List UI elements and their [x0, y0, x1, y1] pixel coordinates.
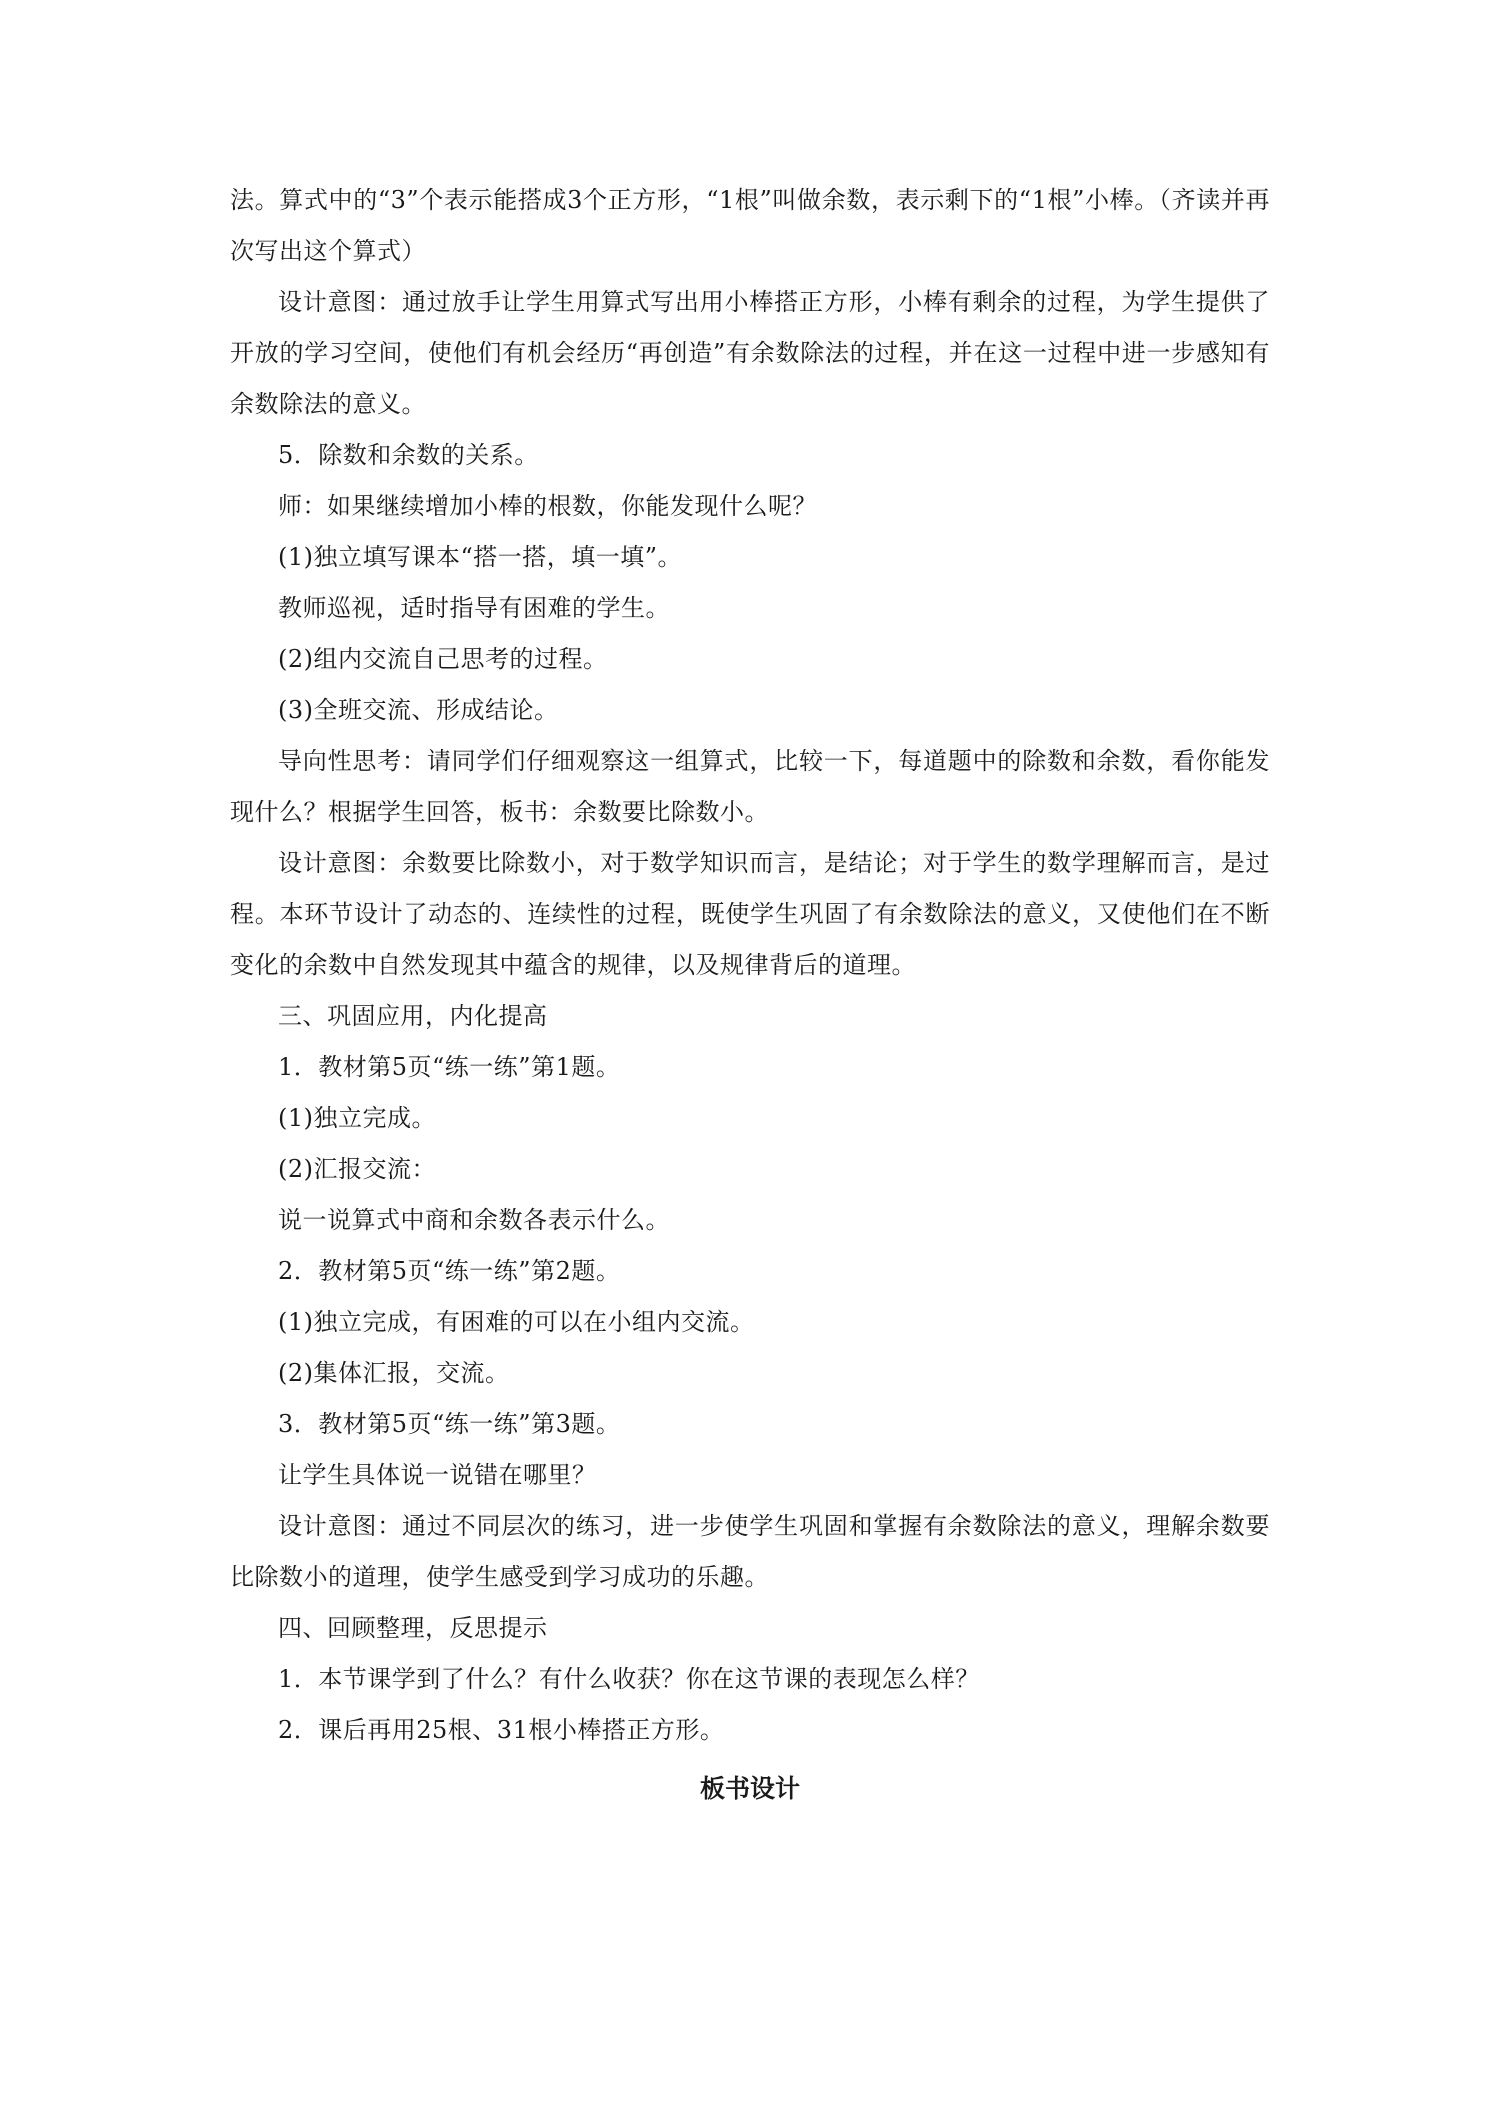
- paragraph-24: 2．课后再用25根、31根小棒搭正方形。: [278, 1716, 725, 1744]
- paragraph-20: 让学生具体说一说错在哪里？: [278, 1461, 597, 1489]
- paragraph-14: (2)汇报交流：: [278, 1155, 436, 1183]
- paragraph-21: 设计意图：通过不同层次的练习，进一步使学生巩固和掌握有余数除法的意义，理解余数要比除数小的道理，使学生感受到学习成功的乐趣。: [230, 1512, 1270, 1591]
- paragraph-19: 3．教材第5页“练一练”第3题。: [278, 1410, 621, 1438]
- paragraph-12: 1．教材第5页“练一练”第1题。: [278, 1053, 621, 1081]
- paragraph-18: (2)集体汇报，交流。: [278, 1359, 510, 1387]
- paragraph-5: (1)独立填写课本“搭一搭，填一填”。: [278, 543, 683, 571]
- section-heading: 板书设计: [699, 1774, 800, 1803]
- paragraph-1: 法。算式中的“3”个表示能搭成3个正方形，“1根”叫做余数，表示剩下的“1根”小棒。（齐读并再次写出这个算式）: [230, 186, 1270, 265]
- paragraph-7: (2)组内交流自己思考的过程。: [278, 645, 608, 673]
- paragraph-4: 师：如果继续增加小棒的根数，你能发现什么呢？: [278, 492, 817, 520]
- paragraph-6: 教师巡视，适时指导有困难的学生。: [278, 594, 670, 622]
- paragraph-3: 5．除数和余数的关系。: [278, 441, 539, 469]
- paragraph-11: 三、巩固应用，内化提高: [278, 1002, 548, 1030]
- paragraph-15: 说一说算式中商和余数各表示什么。: [278, 1206, 670, 1234]
- paragraph-9: 导向性思考：请同学们仔细观察这一组算式，比较一下，每道题中的除数和余数，看你能发现什么？根据学生回答，板书：余数要比除数小。: [230, 747, 1270, 826]
- paragraph-17: (1)独立完成，有困难的可以在小组内交流。: [278, 1308, 755, 1336]
- paragraph-8: (3)全班交流、形成结论。: [278, 696, 559, 724]
- paragraph-10: 设计意图：余数要比除数小，对于数学知识而言，是结论；对于学生的数学理解而言，是过程。本环节设计了动态的、连续性的过程，既使学生巩固了有余数除法的意义，又使他们在不断变化的余数中自然发现其中蕴含的规律，以及规律背后的道理。: [230, 849, 1270, 979]
- document-body: [230, 175, 1270, 1812]
- paragraph-2: 设计意图：通过放手让学生用算式写出用小棒搭正方形，小棒有剩余的过程，为学生提供了开放的学习空间，使他们有机会经历“再创造”有余数除法的过程，并在这一过程中进一步感知有余数除法的意义。: [230, 288, 1270, 418]
- paragraph-16: 2．教材第5页“练一练”第2题。: [278, 1257, 621, 1285]
- paragraph-23: 1．本节课学到了什么？有什么收获？你在这节课的表现怎么样？: [278, 1665, 980, 1693]
- paragraph-22: 四、回顾整理，反思提示: [278, 1614, 548, 1642]
- paragraph-13: (1)独立完成。: [278, 1104, 436, 1132]
